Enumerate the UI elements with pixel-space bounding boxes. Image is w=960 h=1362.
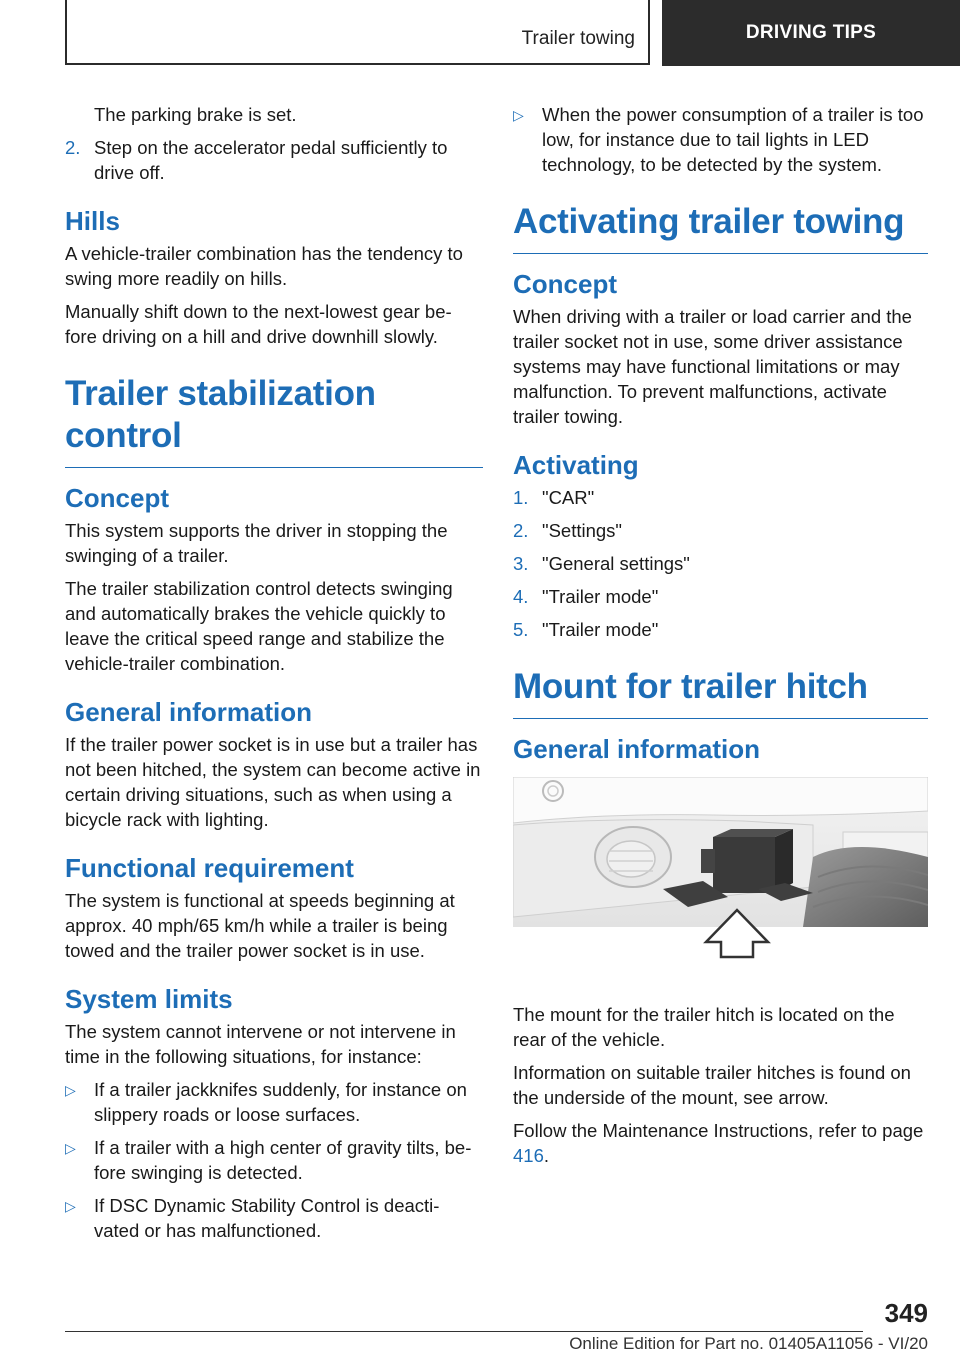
- step-text: Step on the accelerator pedal sufficiently to drive off.: [94, 137, 448, 183]
- numbered-step: [513, 518, 928, 543]
- list-item: [65, 1135, 483, 1185]
- left-column: [65, 102, 483, 1251]
- hills-heading: Hills: [65, 206, 120, 236]
- page-reference-link[interactable]: 416: [513, 1145, 544, 1166]
- header-left-rule-vertical: [65, 0, 67, 64]
- mount-paragraph-with-link: [513, 1118, 928, 1168]
- step1-continuation: The parking brake is set.: [94, 104, 297, 125]
- hitch-mount-drawing: [513, 777, 928, 967]
- list-item-text: When the power consumption of a trailer is too low, for instance due to tail lights in LED technology, to be detected by the system.: [542, 104, 924, 175]
- mount-paragraph-suffix: .: [543, 1145, 550, 1166]
- footer-edition: Online Edition for Part no. 01405A11056 - VI/20: [569, 1334, 928, 1353]
- mount-paragraph-text: Follow the Maintenance Instructions, refer to page: [513, 1120, 924, 1141]
- step-number: 1.: [513, 487, 529, 508]
- header-bottom-rule: [65, 63, 650, 65]
- trailer-hitch-mount-illustration: [513, 777, 928, 972]
- mount-paragraph: The mount for the trailer hitch is located on the rear of the vehicle.: [513, 1004, 895, 1050]
- header-divider-vertical: [648, 0, 650, 64]
- functional-requirement-heading: Functional requirement: [65, 853, 354, 883]
- general-information-heading: General information: [65, 697, 313, 727]
- functional-requirement-paragraph: The system is functional at speeds beginning at approx. 40 mph/65 km/h while a trailer is being towed and the trailer power socket is in use.: [65, 890, 455, 961]
- right-column: [513, 102, 928, 1176]
- triangle-bullet-icon: ▷: [65, 1198, 76, 1214]
- mount-paragraph: Information on suitable trailer hitches is found on the underside of the mount, see arrow.: [513, 1062, 911, 1108]
- numbered-step: [513, 551, 928, 576]
- triangle-bullet-icon: ▷: [65, 1082, 76, 1098]
- system-limits-heading: System limits: [65, 984, 233, 1014]
- footer-rule: [65, 1331, 863, 1332]
- list-item: [65, 1077, 483, 1127]
- step-number: 2.: [513, 520, 529, 541]
- step-number: 4.: [513, 586, 529, 607]
- section-title-activating-trailer-towing: Activating trailer towing: [513, 201, 928, 254]
- section-title-trailer-stabilization: Trailer stabilization control: [65, 373, 483, 468]
- concept-heading: Concept: [65, 483, 169, 513]
- step-text: "Settings": [542, 520, 622, 541]
- activating-heading: Activating: [513, 450, 639, 480]
- step-number: 5.: [513, 619, 529, 640]
- list-item-text: If DSC Dynamic Stability Control is deacti‐vated or has malfunctioned.: [94, 1195, 440, 1241]
- concept-heading: Concept: [513, 269, 617, 299]
- section-title-mount-for-trailer-hitch: Mount for trailer hitch: [513, 666, 928, 719]
- concept-paragraph: When driving with a trailer or load carrier and the trailer socket not in use, some driver assistance systems may have functional limitations or may malfunction. To prevent malfunctions, activate trailer towing.: [513, 306, 912, 427]
- general-information-paragraph: If the trailer power socket is in use but a trailer has not been hitched, the system can become active in certain driving situations, such as when using a bicycle rack with lighting.: [65, 734, 481, 830]
- numbered-step: [65, 135, 483, 185]
- numbered-step: [513, 485, 928, 510]
- step-text: "CAR": [542, 487, 595, 508]
- page-number: 349: [884, 1298, 928, 1328]
- general-information-heading: General information: [513, 734, 761, 764]
- hills-paragraph: A vehicle-trailer combination has the tendency to swing more readily on hills.: [65, 243, 463, 289]
- numbered-step: [513, 617, 928, 642]
- triangle-bullet-icon: ▷: [65, 1140, 76, 1156]
- triangle-bullet-icon: ▷: [513, 107, 524, 123]
- step-number: 3.: [513, 553, 529, 574]
- list-item-text: If a trailer with a high center of gravity tilts, be‐fore swinging is detected.: [94, 1137, 472, 1183]
- step-text: "Trailer mode": [542, 586, 659, 607]
- concept-paragraph: The trailer stabilization control detects swinging and automatically brakes the vehicle quickly to leave the critical speed range and stabilize the vehicle-trailer combination.: [65, 578, 453, 674]
- step-text: "Trailer mode": [542, 619, 659, 640]
- step-number: 2.: [65, 137, 81, 158]
- header-chapter-tab: DRIVING TIPS: [662, 0, 960, 66]
- header-section-title: Trailer towing: [521, 28, 635, 49]
- numbered-step: [513, 584, 928, 609]
- step-text: "General settings": [542, 553, 690, 574]
- hills-paragraph: Manually shift down to the next-lowest gear be‐fore driving on a hill and drive downhill slowly.: [65, 301, 452, 347]
- list-item: [65, 1193, 483, 1243]
- concept-paragraph: This system supports the driver in stopping the swinging of a trailer.: [65, 520, 448, 566]
- list-item: [513, 102, 928, 177]
- list-item-text: If a trailer jackknifes suddenly, for instance on slippery roads or loose surfaces.: [94, 1079, 467, 1125]
- system-limits-paragraph: The system cannot intervene or not intervene in time in the following situations, for instance:: [65, 1021, 456, 1067]
